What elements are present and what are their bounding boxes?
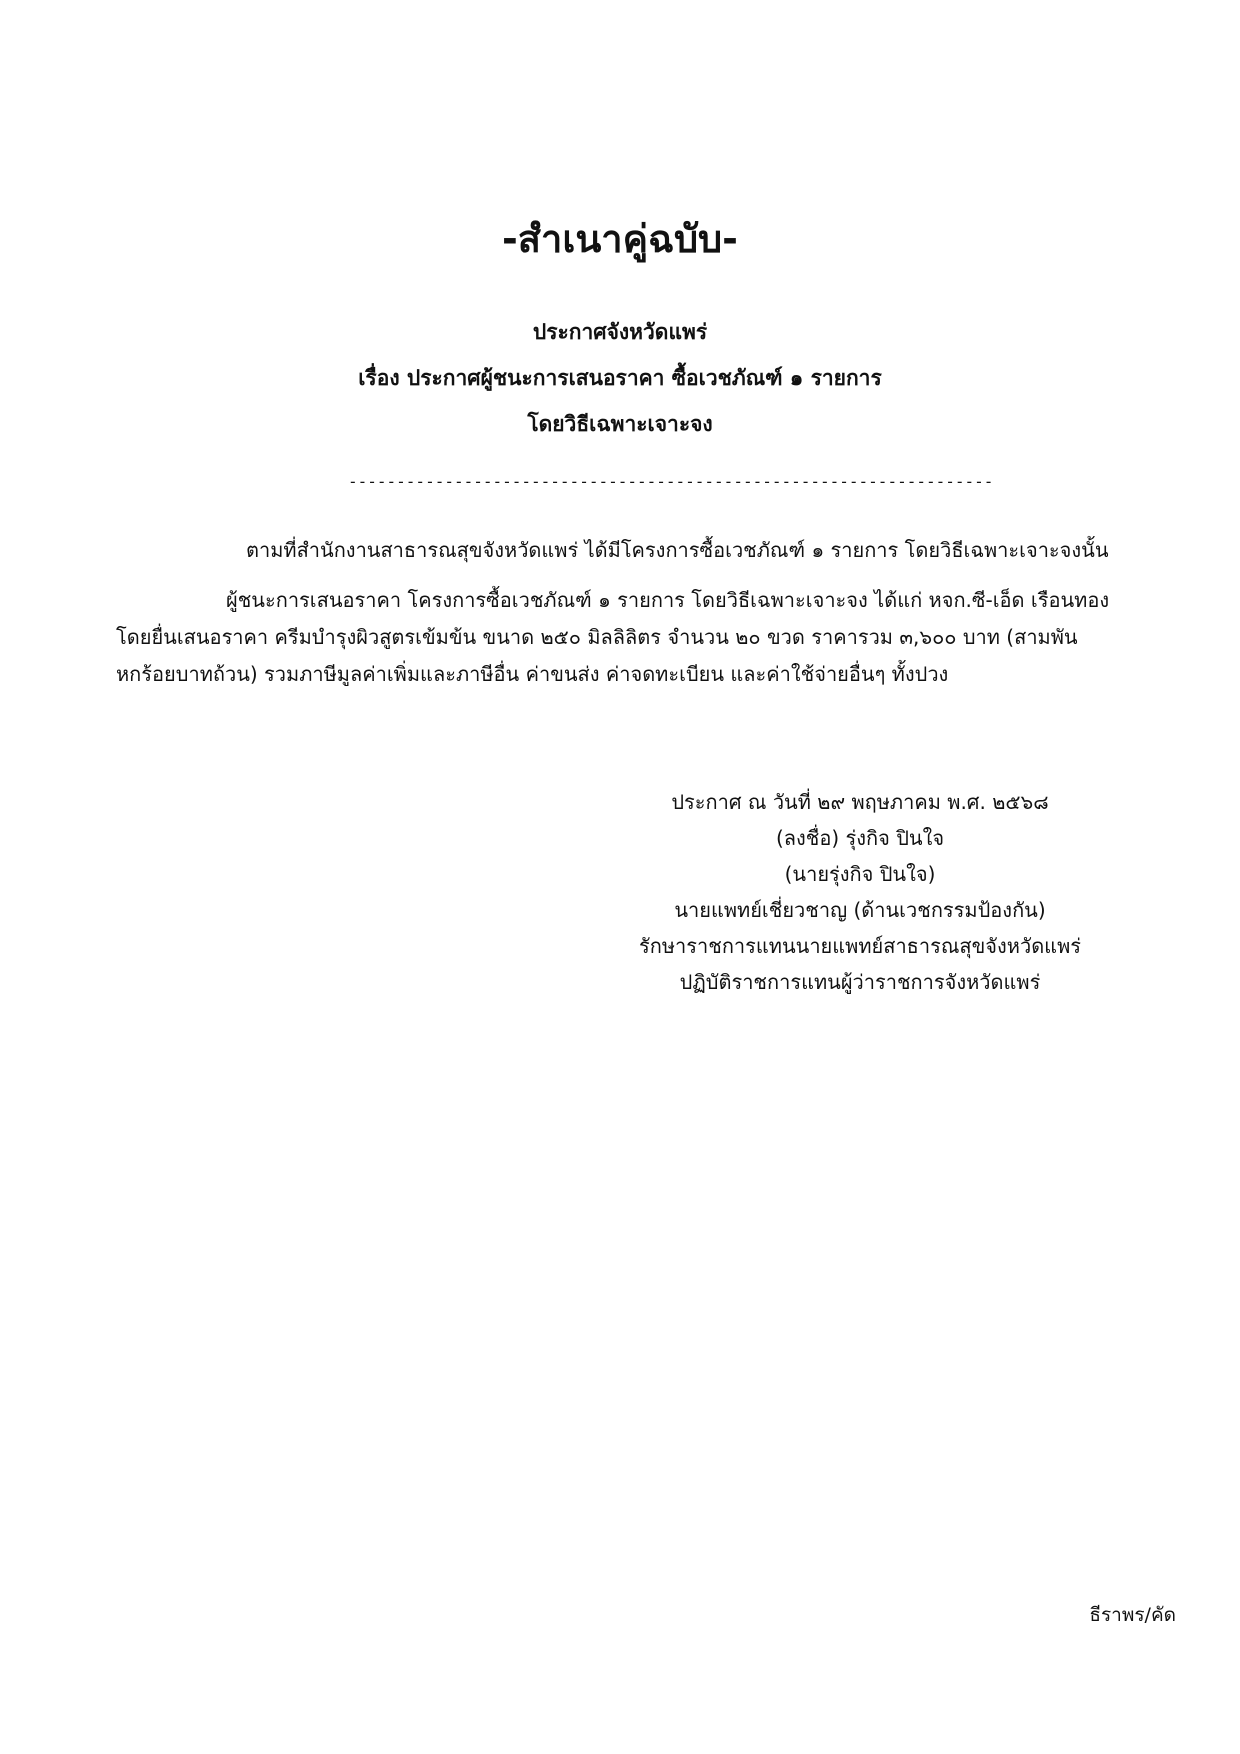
announcement-date: ประกาศ ณ วันที่ ๒๙ พฤษภาคม พ.ศ. ๒๕๖๘ xyxy=(671,790,1049,814)
signatory-position-3: ปฏิบัติราชการแทนผู้ว่าราชการจังหวัดแพร่ xyxy=(679,970,1041,994)
section-divider: ------------------------------------------------------------------- xyxy=(348,472,994,491)
body-paragraph-2-line-3: หกร้อยบาทถ้วน) รวมภาษีมูลค่าเพิ่มและภาษีอื่น ค่าขนส่ง ค่าจดทะเบียน และค่าใช้จ่ายอื่นๆ ทั้งปวง xyxy=(116,662,949,686)
signatory-name: (นายรุ่งกิจ ปินใจ) xyxy=(784,862,936,886)
signatory-position-1: นายแพทย์เชี่ยวชาญ (ด้านเวชกรรมป้องกัน) xyxy=(674,898,1046,922)
body-paragraph-2-line-2: โดยยื่นเสนอราคา ครีมบำรุงผิวสูตรเข้มข้น ขนาด ๒๕๐ มิลลิลิตร จำนวน ๒๐ ขวด ราคารวม ๓,๖๐๐ บาท (สามพัน xyxy=(116,625,1078,649)
signature-line: (ลงชื่อ) รุ่งกิจ ปินใจ xyxy=(775,826,945,850)
announcement-method: โดยวิธีเฉพาะเจาะจง xyxy=(527,412,713,436)
body-paragraph-2-line-1: ผู้ชนะการเสนอราคา โครงการซื้อเวชภัณฑ์ ๑ รายการ โดยวิธีเฉพาะเจาะจง ได้แก่ หจก.ซี-เอ็ด เรือนทอง xyxy=(226,588,1110,612)
copy-title: -สำเนาคู่ฉบับ- xyxy=(502,217,738,261)
body-paragraph-1: ตามที่สำนักงานสาธารณสุขจังหวัดแพร่ ได้มีโครงการซื้อเวชภัณฑ์ ๑ รายการ โดยวิธีเฉพาะเจาะจงนั้น xyxy=(246,538,1109,562)
signatory-position-2: รักษาราชการแทนนายแพทย์สาธารณสุขจังหวัดแพร่ xyxy=(639,934,1081,958)
announcement-subject: เรื่อง ประกาศผู้ชนะการเสนอราคา ซื้อเวชภัณฑ์ ๑ รายการ xyxy=(358,366,882,390)
copier-note: ธีราพร/คัด xyxy=(1089,1604,1176,1626)
announcement-heading: ประกาศจังหวัดแพร่ xyxy=(532,320,708,344)
